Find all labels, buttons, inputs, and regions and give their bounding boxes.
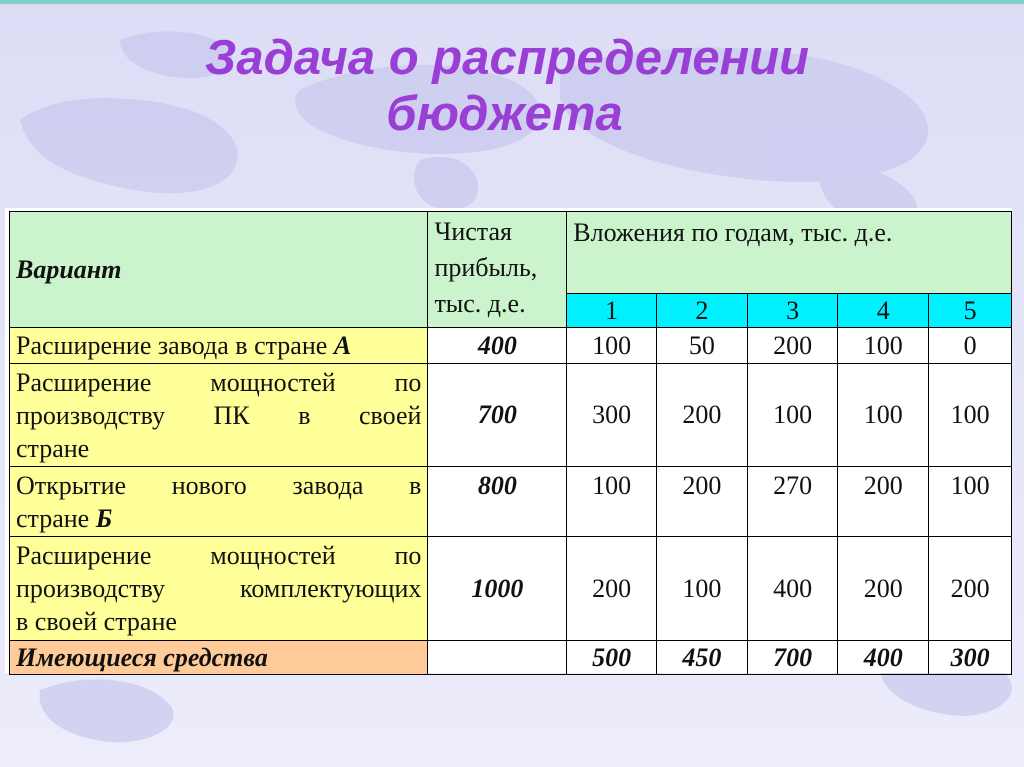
header-year: 4	[838, 294, 929, 328]
row-value: 100	[838, 364, 929, 467]
header-profit	[428, 212, 567, 328]
totals-value: 400	[838, 641, 929, 675]
row-value: 50	[657, 328, 748, 364]
title-line-1: Задача о распределении	[204, 31, 810, 85]
header-profit-line: тыс. д.е.	[434, 289, 526, 318]
row-name-line: производству ПК в своей	[16, 400, 422, 430]
table-row	[10, 537, 1012, 641]
totals-value: 500	[567, 641, 657, 675]
table-row	[10, 364, 1012, 467]
row-profit: 400	[428, 328, 567, 364]
totals-value: 300	[929, 641, 1012, 675]
totals-value: 450	[657, 641, 748, 675]
table-row	[10, 328, 1012, 364]
row-name	[10, 364, 428, 467]
table-row	[10, 467, 1012, 537]
row-name-line: Открытие нового завода в	[16, 470, 422, 500]
row-value: 200	[929, 537, 1012, 641]
header-profit-line: Чистая	[434, 217, 512, 246]
budget-table	[9, 211, 1012, 675]
header-year: 3	[747, 294, 838, 328]
row-value: 200	[657, 364, 748, 467]
row-value: 100	[657, 537, 748, 641]
row-name-line: Расширение мощностей по	[16, 541, 422, 570]
page-title	[0, 30, 1024, 142]
row-name-text: стране	[16, 503, 96, 533]
header-variant: Вариант	[10, 212, 428, 328]
row-value: 100	[567, 467, 657, 537]
row-value: 200	[838, 467, 929, 537]
row-name	[10, 537, 428, 641]
row-value: 100	[747, 364, 838, 467]
row-value: 100	[929, 467, 1012, 537]
row-profit: 700	[428, 364, 567, 467]
table-panel	[5, 208, 1012, 673]
row-value: 200	[567, 537, 657, 641]
row-value: 200	[838, 537, 929, 641]
row-name-line	[16, 502, 421, 535]
row-value: 100	[567, 328, 657, 364]
title-line-2: бюджета	[386, 87, 623, 141]
totals-value: 700	[747, 641, 838, 675]
header-investments: Вложения по годам, тыс. д.е.	[567, 212, 1012, 294]
row-name-text: Расширение завода в стране	[16, 331, 334, 360]
row-value: 200	[747, 328, 838, 364]
header-year: 2	[657, 294, 748, 328]
row-value: 270	[747, 467, 838, 537]
row-profit: 1000	[428, 537, 567, 641]
header-year: 5	[929, 294, 1012, 328]
header-profit-line: прибыль,	[434, 253, 538, 282]
row-value: 0	[929, 328, 1012, 364]
row-name-letter: А	[333, 331, 352, 360]
row-name	[10, 467, 428, 537]
row-value: 100	[838, 328, 929, 364]
row-name-line: в своей стране	[16, 607, 177, 636]
row-name	[10, 328, 428, 364]
totals-empty-cell	[428, 641, 567, 675]
row-profit: 800	[428, 467, 567, 537]
row-name-line: производству комплектующих	[16, 574, 422, 603]
row-name-line: Расширение мощностей по	[16, 367, 422, 397]
totals-row	[10, 641, 1012, 675]
row-value: 400	[747, 537, 838, 641]
row-value: 200	[657, 467, 748, 537]
row-name-letter: Б	[95, 503, 113, 533]
totals-label: Имеющиеся средства	[10, 641, 428, 675]
row-name-line: стране	[16, 433, 90, 463]
row-value: 100	[929, 364, 1012, 467]
header-year: 1	[567, 294, 657, 328]
row-value: 300	[567, 364, 657, 467]
